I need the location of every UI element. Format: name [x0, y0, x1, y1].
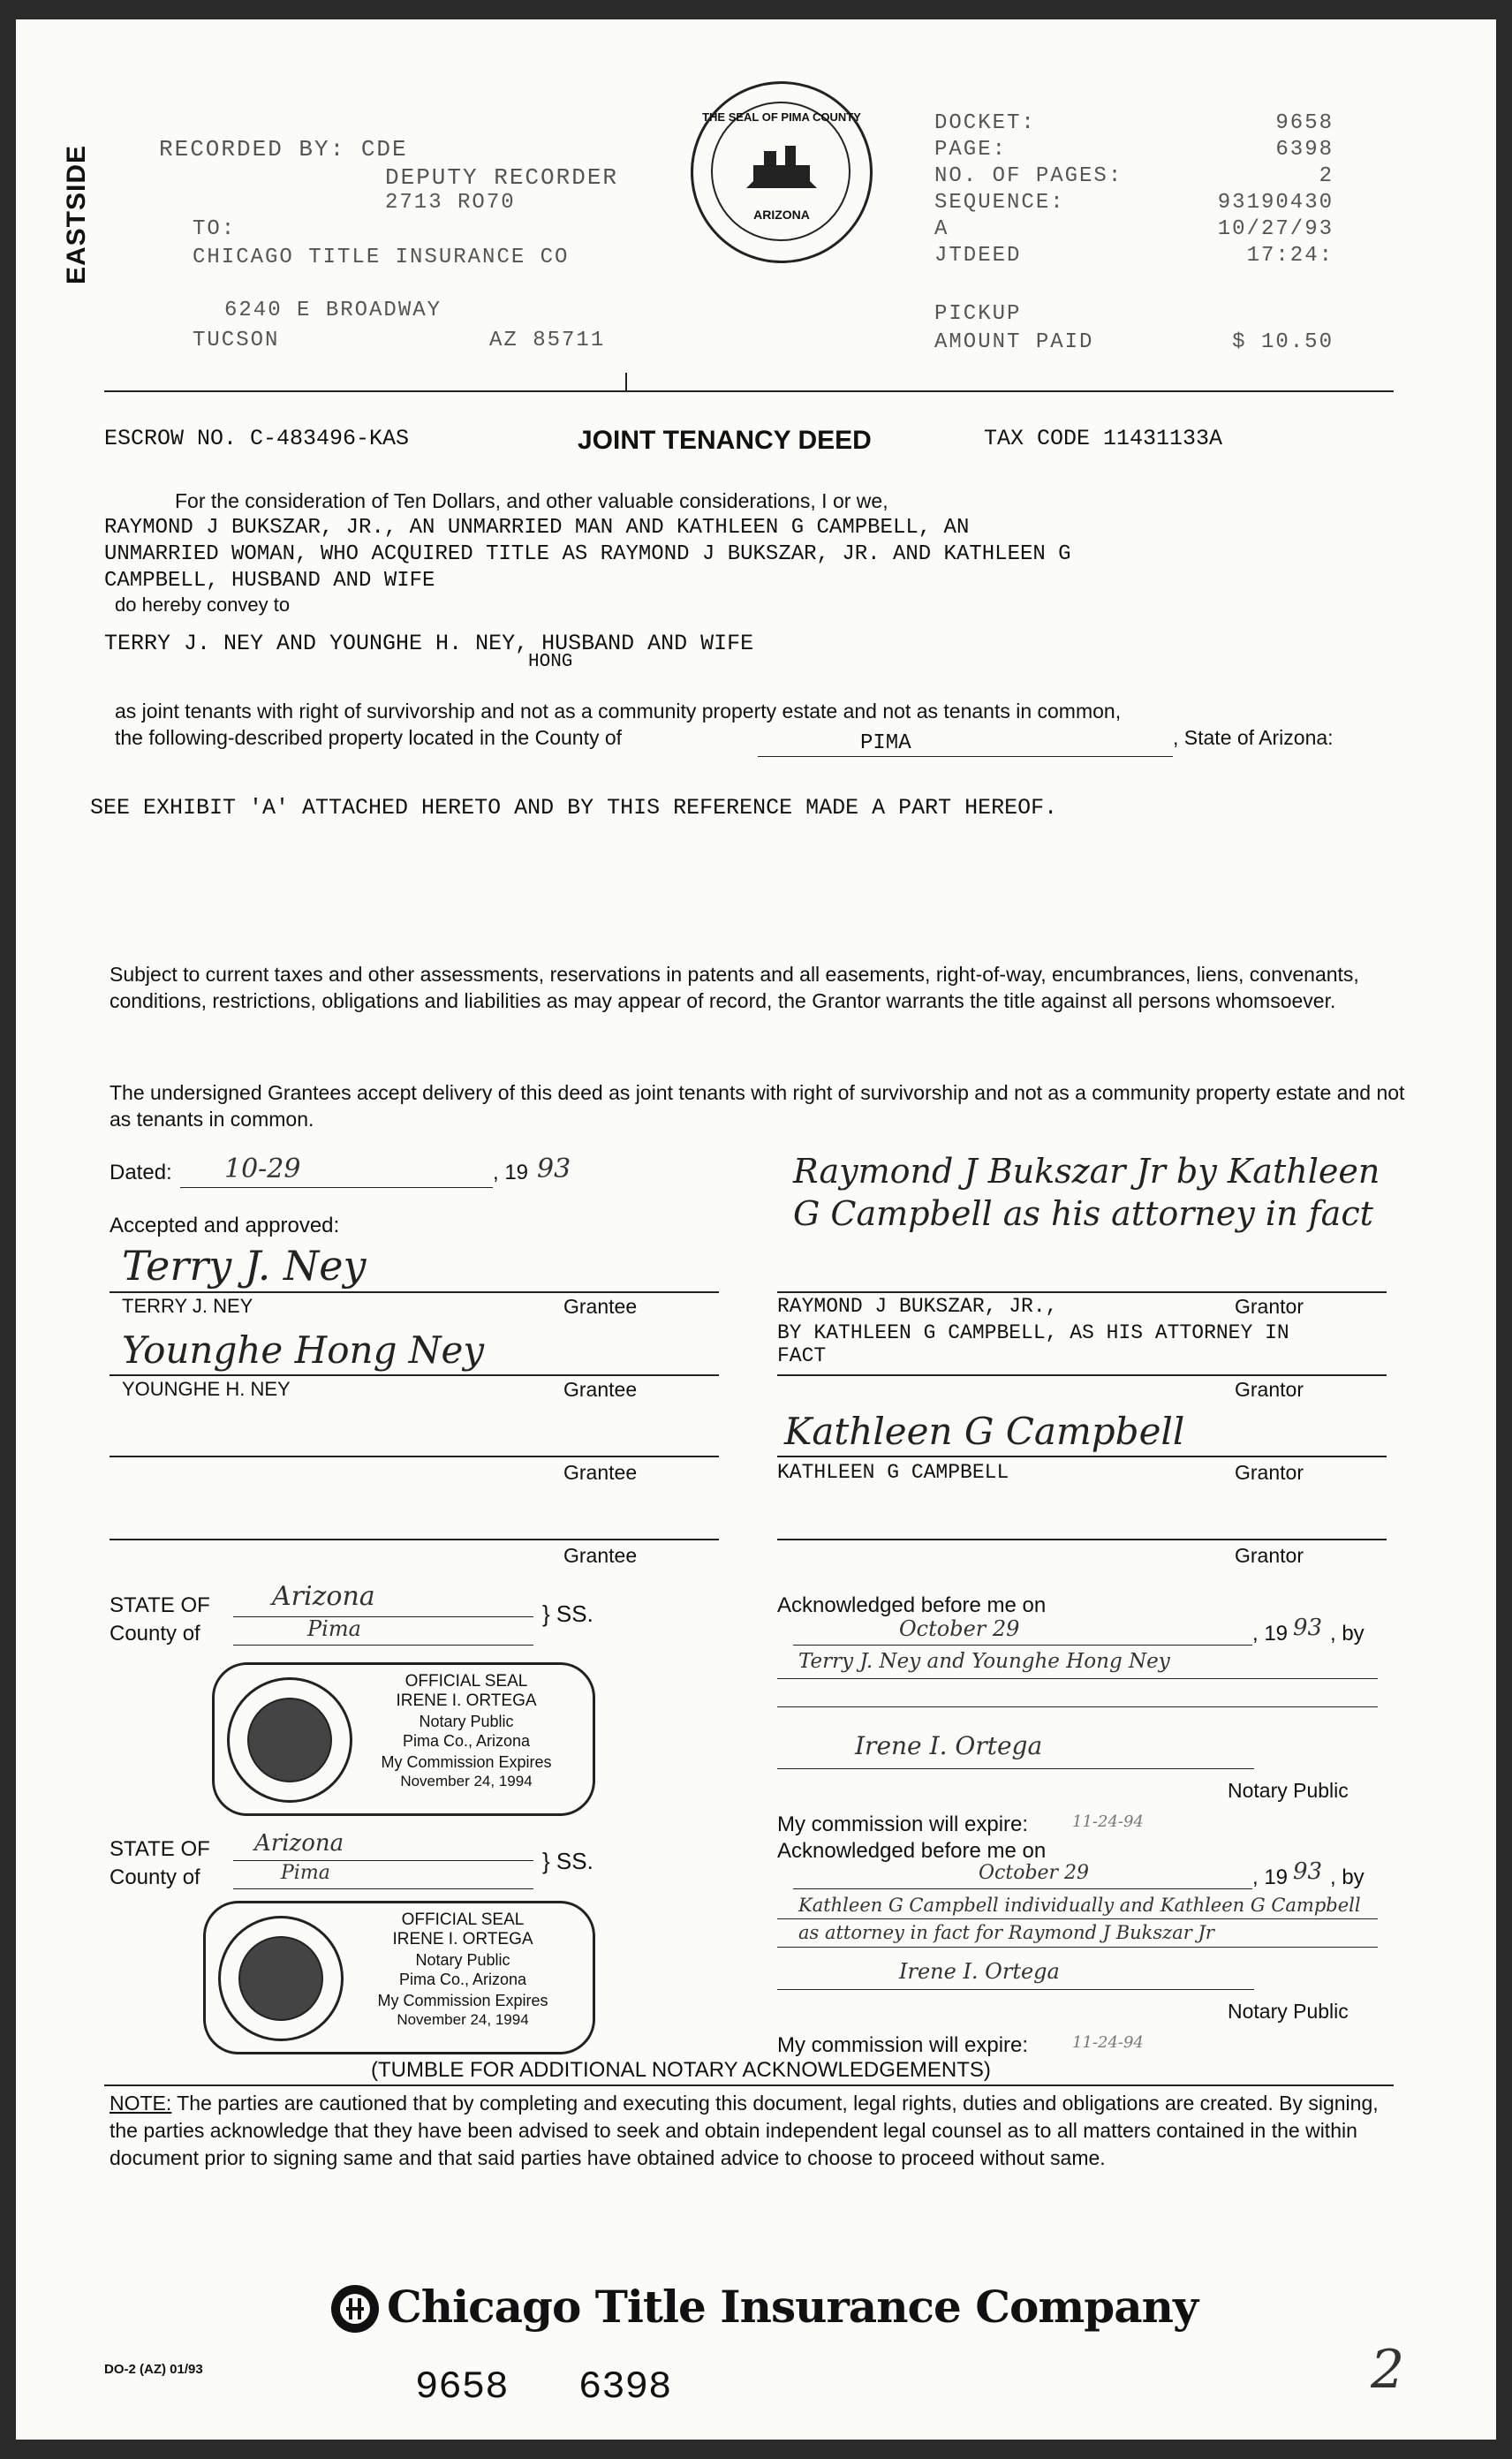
grantees-line: TERRY J. NEY AND YOUNGHE H. NEY, HUSBAND AND WIFE — [104, 631, 754, 656]
notary-2-ss: } SS. — [542, 1848, 593, 1874]
grantee-1-line — [110, 1291, 719, 1293]
tumble-instruction: (TUMBLE FOR ADDITIONAL NOTARY ACKNOWLEDGEMENTS) — [371, 2058, 991, 2082]
notary-1-signature: Irene I. Ortega — [855, 1731, 1043, 1760]
dated-value: 10-29 — [224, 1154, 301, 1184]
recorder-to: TO: — [193, 217, 237, 241]
sequence-label: SEQUENCE: — [934, 191, 1065, 215]
page-value: 6398 — [1275, 138, 1334, 162]
note-paragraph — [110, 2090, 1390, 2172]
recorded-time-value: 17:24: — [1246, 244, 1334, 268]
grantee-4-line — [110, 1539, 719, 1540]
grantor-1-role: Grantor — [1235, 1295, 1304, 1318]
notary-1-ack-label: Acknowledged before me on — [777, 1593, 1047, 1617]
notary-1-expire-date: 11-24-94 — [1072, 1812, 1144, 1831]
grantors-line-3: CAMPBELL, HUSBAND AND WIFE — [104, 569, 435, 593]
escrow-number: ESCROW NO. C-483496-KAS — [104, 426, 410, 451]
note-divider — [104, 2084, 1394, 2086]
deed-title: JOINT TENANCY DEED — [578, 426, 872, 455]
grantor-2-line — [777, 1374, 1387, 1376]
notary-2-state-line — [233, 1860, 533, 1861]
notary-2-state: Arizona — [254, 1830, 344, 1857]
convey-text: do hereby convey to — [115, 594, 291, 616]
amount-paid-label: AMOUNT PAID — [934, 330, 1094, 354]
grantee-2-role: Grantee — [563, 1378, 638, 1401]
grantor-1-sub: BY KATHLEEN G CAMPBELL, AS HIS ATTORNEY IN FACT — [777, 1321, 1289, 1367]
notary-2-seal-line-6: November 24, 1994 — [397, 2011, 529, 2028]
dated-year: 93 — [537, 1154, 571, 1184]
grantor-3-line — [777, 1456, 1387, 1457]
notary-2-ack-year-prefix: , 19 — [1252, 1865, 1289, 1889]
notary-2-seal-line-1: OFFICIAL SEAL — [401, 1910, 525, 1929]
grantor-4-line — [777, 1539, 1387, 1540]
seal-bottom-text: ARIZONA — [753, 208, 810, 222]
note-text: The parties are cautioned that by completing and executing this document, legal rights, duties and obligations are created. By signing, the parties acknowledge that they have been advised to seek and obtain independent legal counsel as to all matters contained in the within document prior to signing same and that said parties have obtained advice to choose to proceed without same. — [110, 2092, 1379, 2169]
seal-emblem-icon — [746, 139, 817, 192]
subject-to-paragraph: Subject to current taxes and other assessments, reservations in patents and all easements, right-of-way, encumbrances, liens, convenants, conditions, restrictions, obligations and liabilities as may appear of record, the Grantor warrants the title against all persons whomsoever. — [110, 963, 1359, 1012]
notary-2-expire-label: My commission will expire: — [777, 2033, 1029, 2057]
grantor-1-name: RAYMOND J BUKSZAR, JR., — [777, 1295, 1058, 1318]
dated-label: Dated: — [110, 1161, 172, 1184]
notary-1-state: Arizona — [272, 1581, 375, 1612]
page-number: 2 — [1371, 2339, 1405, 2401]
grantor-1-line — [777, 1291, 1387, 1293]
amount-paid-value: $ 10.50 — [1232, 330, 1334, 354]
deed-page — [16, 19, 1496, 2440]
docket-label: DOCKET: — [934, 111, 1036, 135]
notary-1-ack-date: October 29 — [899, 1616, 1020, 1641]
notary-1-by-line-a — [777, 1678, 1378, 1679]
deputy-recorder: DEPUTY RECORDER — [385, 164, 619, 191]
deputy-code: 2713 RO70 — [385, 191, 516, 215]
pima-county-seal — [691, 81, 873, 263]
consideration-text: For the consideration of Ten Dollars, and other valuable considerations, I or we, — [175, 489, 888, 512]
notary-2-county: Pima — [281, 1862, 330, 1884]
grantee-4-role: Grantee — [563, 1544, 638, 1567]
tenancy-line-2b: , State of Arizona: — [1173, 726, 1334, 749]
accept-paragraph: The undersigned Grantees accept delivery of this deed as joint tenants with right of survivorship and not as a community property estate and not as tenants in common. — [110, 1081, 1405, 1131]
note-label: NOTE: — [110, 2092, 172, 2115]
recorded-date-value: 10/27/93 — [1217, 217, 1334, 241]
grantee-3-role: Grantee — [563, 1461, 638, 1484]
recorder-address: 6240 E BROADWAY — [224, 299, 442, 322]
notary-2-state-label: STATE OF — [110, 1837, 210, 1861]
grantor-1-signature: Raymond J Bukszar Jr by Kathleen G Campbell as his attorney in fact — [793, 1152, 1380, 1233]
notary-1-seal-line-3: Notary Public — [419, 1713, 514, 1730]
notary-1-seal-line-6: November 24, 1994 — [400, 1773, 533, 1789]
notary-1-ack-line — [793, 1645, 1252, 1646]
tax-code: TAX CODE 11431133A — [984, 426, 1223, 451]
notary-2-expire-date: 11-24-94 — [1072, 2033, 1144, 2052]
grantees-correction: HONG — [528, 652, 573, 672]
notary-1-expire-label: My commission will expire: — [777, 1812, 1029, 1836]
notary-2-signature: Irene I. Ortega — [899, 1959, 1060, 1984]
eastside-stamp: EASTSIDE — [62, 144, 91, 284]
pages-count-value: 2 — [1319, 164, 1334, 188]
grantor-3-signature: Kathleen G Campbell — [784, 1410, 1185, 1453]
sequence-value: 93190430 — [1217, 191, 1334, 215]
notary-1-seal-line-5: My Commission Expires — [381, 1753, 552, 1771]
footer-docket-page: 9658 6398 — [415, 2365, 672, 2410]
exhibit-reference: SEE EXHIBIT 'A' ATTACHED HERETO AND BY THIS REFERENCE MADE A PART HEREOF. — [90, 795, 1058, 821]
recorded-by: RECORDED BY: CDE — [159, 136, 408, 163]
recorder-state-zip: AZ 85711 — [489, 329, 606, 352]
grantee-3-line — [110, 1456, 719, 1457]
property-county: PIMA — [860, 731, 911, 755]
notary-2-county-line — [233, 1888, 533, 1889]
notary-1-sig-line — [777, 1768, 1254, 1769]
notary-2-ack-line — [793, 1888, 1252, 1889]
notary-1-by-text: Terry J. Ney and Younghe Hong Ney — [798, 1650, 1170, 1673]
notary-2-sig-line — [777, 1989, 1254, 1990]
grantee-2-name: YOUNGHE H. NEY — [122, 1378, 291, 1400]
jtdeed-label: JTDEED — [934, 244, 1022, 268]
recorder-city: TUCSON — [193, 329, 280, 352]
notary-1-county-line — [233, 1645, 533, 1646]
dated-year-prefix: , 19 — [493, 1161, 529, 1184]
notary-2-ack-date: October 29 — [979, 1862, 1090, 1884]
header-divider — [104, 390, 1394, 392]
notary-2-seal-line-5: My Commission Expires — [377, 1992, 548, 2009]
grantee-2-line — [110, 1374, 719, 1376]
notary-1-seal — [212, 1662, 595, 1816]
notary-1-ss: } SS. — [542, 1600, 593, 1627]
notary-2-seal — [203, 1901, 595, 2054]
dated-underline — [180, 1187, 493, 1188]
notary-2-by-text: Kathleen G Campbell individually and Kathleen G Campbell as attorney in fact for Raymond J Bukszar Jr — [798, 1895, 1361, 1943]
notary-2-county-label: County of — [110, 1865, 200, 1889]
grantee-2-signature: Younghe Hong Ney — [122, 1328, 485, 1372]
accepted-approved: Accepted and approved: — [110, 1214, 340, 1237]
pages-count-label: NO. OF PAGES: — [934, 164, 1123, 188]
notary-1-seal-line-1: OFFICIAL SEAL — [404, 1672, 528, 1691]
grantor-4-role: Grantor — [1235, 1544, 1304, 1567]
header-tick — [625, 373, 627, 392]
notary-2-by-line-a — [777, 1918, 1378, 1919]
notary-2-ack-year: 93 — [1293, 1858, 1323, 1885]
notary-1-county: Pima — [307, 1616, 361, 1641]
notary-1-seal-line-2: IRENE I. ORTEGA — [396, 1691, 537, 1710]
notary-2-public: Notary Public — [1228, 2000, 1349, 2023]
notary-1-state-line — [233, 1616, 533, 1617]
notary-1-ack-by: , by — [1330, 1622, 1365, 1646]
notary-1-seal-line-4: Pima Co., Arizona — [402, 1732, 531, 1750]
company-name: Chicago Title Insurance Company — [387, 2281, 1198, 2333]
seal-top-text: THE SEAL OF PIMA COUNTY — [702, 110, 861, 124]
notary-1-state-label: STATE OF — [110, 1593, 210, 1617]
grantor-3-role: Grantor — [1235, 1461, 1304, 1484]
notary-2-ack-label: Acknowledged before me on — [777, 1839, 1047, 1863]
chicago-title-logo-icon — [329, 2282, 382, 2335]
grantor-3-name: KATHLEEN G CAMPBELL — [777, 1461, 1009, 1484]
recorder-company: CHICAGO TITLE INSURANCE CO — [193, 246, 570, 269]
notary-1-by-line-b — [777, 1706, 1378, 1707]
tenancy-line-2a: the following-described property located in the County of — [115, 726, 623, 749]
page-label: PAGE: — [934, 138, 1008, 162]
grantee-1-signature: Terry J. Ney — [122, 1242, 367, 1290]
notary-2-seal-line-4: Pima Co., Arizona — [398, 1971, 527, 1988]
pickup-label: PICKUP — [934, 302, 1022, 326]
tenancy-line-1: as joint tenants with right of survivorship and not as a community property estate and not as tenants in common, — [115, 700, 1122, 723]
docket-value: 9658 — [1275, 111, 1334, 135]
notary-2-ack-by: , by — [1330, 1865, 1365, 1889]
grantors-line-1: RAYMOND J BUKSZAR, JR., AN UNMARRIED MAN AND KATHLEEN G CAMPBELL, AN — [104, 516, 970, 540]
notary-1-ack-year: 93 — [1293, 1615, 1323, 1641]
grantors-line-2: UNMARRIED WOMAN, WHO ACQUIRED TITLE AS RAYMOND J BUKSZAR, JR. AND KATHLEEN G — [104, 542, 1071, 566]
a-label: A — [934, 217, 949, 241]
form-code: DO-2 (AZ) 01/93 — [104, 2362, 203, 2377]
grantor-2-role: Grantor — [1235, 1378, 1304, 1401]
notary-1-ack-year-prefix: , 19 — [1252, 1622, 1289, 1646]
grantee-1-name: TERRY J. NEY — [122, 1295, 253, 1317]
grantee-1-role: Grantee — [563, 1295, 638, 1318]
notary-2-seal-line-3: Notary Public — [415, 1951, 510, 1969]
notary-1-public: Notary Public — [1228, 1779, 1349, 1802]
notary-1-county-label: County of — [110, 1622, 200, 1646]
notary-2-seal-line-2: IRENE I. ORTEGA — [392, 1930, 533, 1948]
notary-2-by-line-b — [777, 1947, 1378, 1948]
county-underline — [758, 756, 1173, 757]
